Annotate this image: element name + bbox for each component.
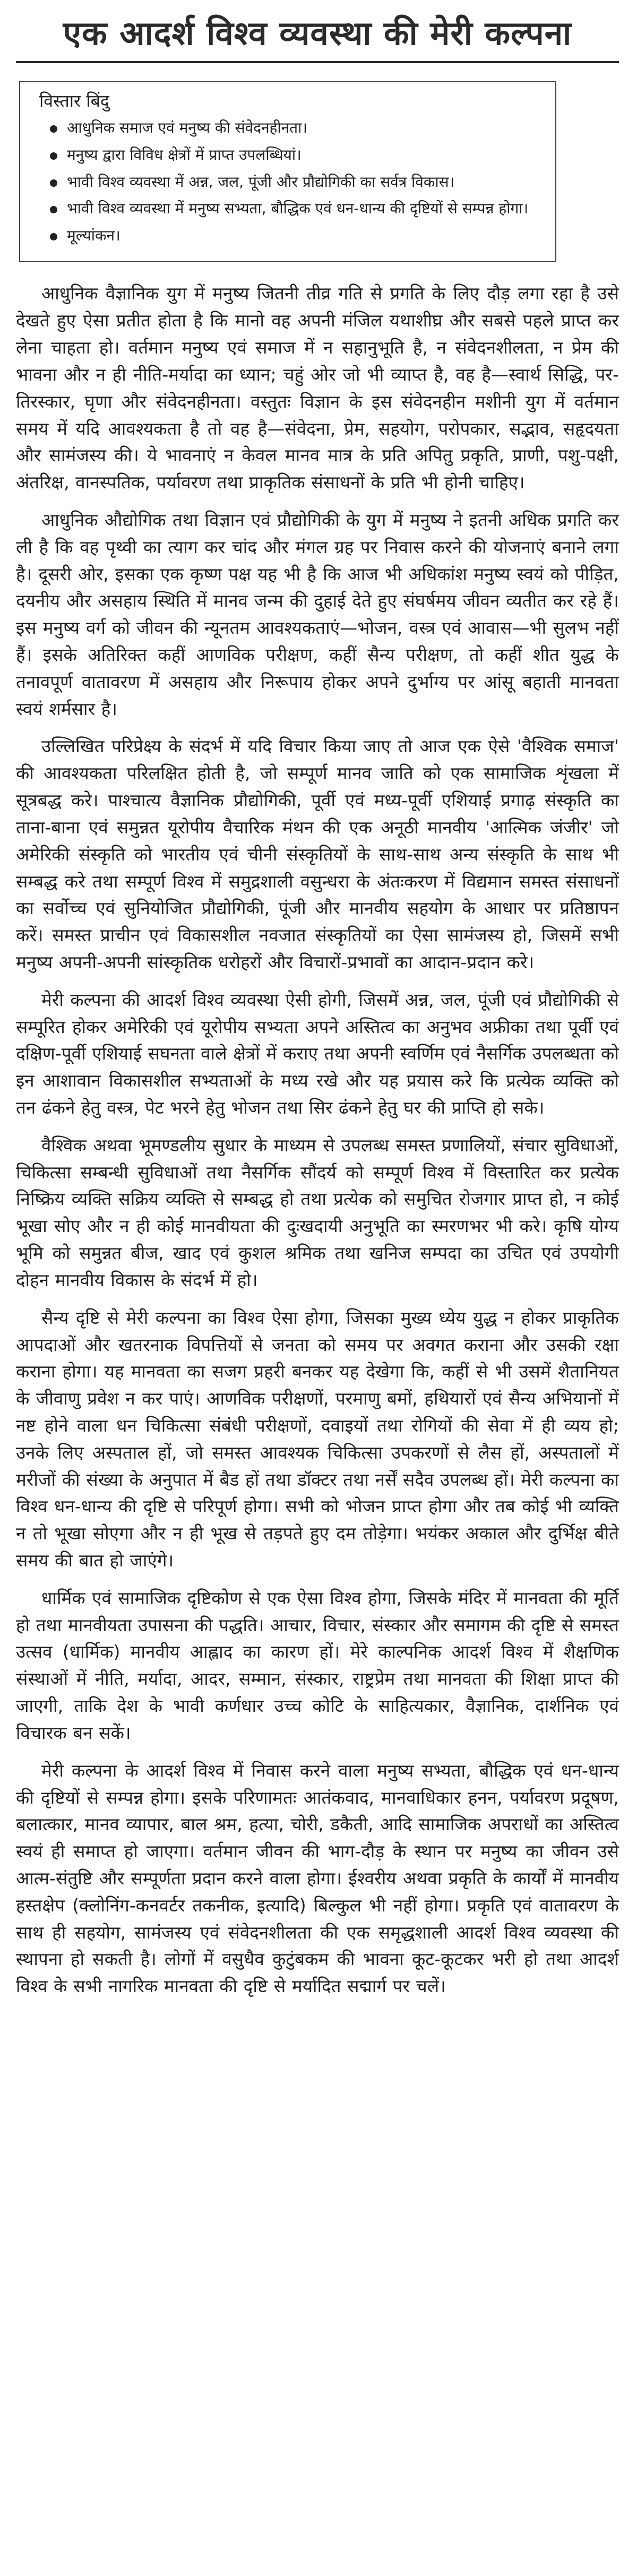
title-section: [16, 15, 619, 63]
essay-paragraph: मेरी कल्पना के आदर्श विश्व में निवास करने वाला मनुष्य सभ्यता, बौद्धिक एवं धन-धान्य की दृष्टियों से सम्पन्न होगा। इसके परिणामतः आतंकवाद, मानवाधिकार हनन, पर्यावरण प्रदूषण, बलात्कार, मानव व्यापार, बाल श्रम, हत्या, चोरी, डकैती, आदि सामाजिक अपराधों का अस्तित्व स्वयं ही समाप्त हो जाएगा। वर्तमान जीवन की भाग-दौड़ के स्थान पर मनुष्य का जीवन उसे आत्म-संतुष्टि और सम्पूर्णता प्रदान करने वाला होगा। ईश्वरीय अथवा प्रकृति के कार्यों में मानवीय हस्तक्षेप (क्लोनिंग-कनवर्टर तकनीक, इत्यादि) बिल्कुल भी नहीं होगा। प्रकृति एवं वातावरण के साथ ही सहयोग, सामंजस्य एवं संवेदनशीलता की एक समृद्धशाली आदर्श विश्व व्यवस्था की स्थापना हो सकती है। लोगों में वसुधैव कुटुंबकम की भावना कूट-कूटकर भरी हो तथा आदर्श विश्व के सभी नागरिक मानवता की दृष्टि से मर्यादित सद्मार्ग पर चलें।: [16, 1760, 619, 1997]
outline-item-text: भावी विश्व व्यवस्था में अन्न, जल, पूंजी और प्रौद्योगिकी का सर्वत्र विकास।: [67, 173, 455, 191]
essay-paragraph: सैन्य दृष्टि से मेरी कल्पना का विश्व ऐसा होगा, जिसका मुख्य ध्येय युद्ध न होकर प्राकृतिक आपदाओं और खतरनाक विपत्तियों से जनता को समय पर अवगत कराना और उसकी रक्षा कराना होगा। यह मानवता का सजग प्रहरी बनकर यह देखेगा कि, कहीं से भी उसमें शैतानियत के जीवाणु प्रवेश न कर पाएं। आणविक परीक्षणों, परमाणु बमों, हथियारों एवं सैन्य अभियानों में नष्ट होने वाला धन चिकित्सा संबंधी परीक्षणों, दवाइयों तथा रोगियों की सेवा में ही व्यय हो; उनके लिए अस्पताल हों, जो समस्त आवश्यक चिकित्सा उपकरणों से लैस हों, अस्पतालों में मरीजों की संख्या के अनुपात में बैड हों तथा डॉक्टर तथा नर्सें सदैव उपलब्ध हों। मेरी कल्पना का विश्व धन-धान्य की दृष्टि से परिपूर्ण होगा। सभी को भोजन प्राप्त होगा और तब कोई भी व्यक्ति न तो भूखा सोएगा और न ही भूख से तड़पते हुए दम तोड़ेगा। भयंकर अकाल और दुर्भिक्ष बीते समय की बात हो जाएंगे।: [16, 1307, 619, 1571]
outline-item-text: आधुनिक समाज एवं मनुष्य की संवेदनहीनता।: [67, 119, 307, 137]
outline-item: [50, 225, 543, 247]
essay-body: [16, 280, 619, 2000]
bullet-icon: [50, 179, 57, 187]
bullet-icon: [50, 152, 57, 160]
essay-paragraph: उल्लिखित परिप्रेक्ष्य के संदर्भ में यदि विचार किया जाए तो आज एक ऐसे 'वैश्विक समाज' की आवश्यकता परिलक्षित होती है, जो सम्पूर्ण मानव जाति को एक सामाजिक शृंखला में सूत्रबद्ध करे। पाश्चात्य वैज्ञानिक प्रौद्योगिकी, पूर्वी एवं मध्य-पूर्वी एशियाई प्रगाढ़ संस्कृति का ताना-बाना एवं समुन्नत यूरोपीय वैचारिक मंथन की एक अनूठी मानवीय 'आत्मिक जंजीर' जो अमेरिकी संस्कृति को भारतीय एवं चीनी संस्कृतियों के साथ-साथ अन्य संस्कृति के साथ भी सम्बद्ध करे तथा सम्पूर्ण विश्व में समुद्रशाली वसुन्धरा के अंतःकरण में विद्यमान समस्त संसाधनों का सर्वोच्च एवं सुनियोजित प्रौद्योगिकी, पूंजी और मानवीय सहयोग के आधार पर प्रतिष्ठापन करें। समस्त प्राचीन एवं विकासशील नवजात संस्कृतियों का ऐसा सामंजस्य हो, जिसमें सभी मनुष्य अपनी-अपनी सांस्कृतिक धरोहरों और विचारों-प्रभावों का आदान-प्रदान करे।: [16, 736, 619, 972]
page-title: एक आदर्श विश्व व्यवस्था की मेरी कल्पना: [63, 14, 572, 53]
outline-box: [19, 81, 556, 262]
outline-item-text: मूल्यांकन।: [67, 226, 120, 244]
outline-item: [50, 144, 543, 166]
bullet-icon: [50, 233, 57, 240]
outline-item: [50, 171, 543, 193]
outline-item-text: मनुष्य द्वारा विविध क्षेत्रों में प्राप्त उपलब्धियां।: [67, 146, 302, 164]
outline-heading: विस्तार बिंदु: [39, 91, 109, 111]
outline-item: [50, 198, 543, 220]
outline-item: [50, 117, 543, 139]
essay-paragraph: आधुनिक औद्योगिक तथा विज्ञान एवं प्रौद्योगिकी के युग में मनुष्य ने इतनी अधिक प्रगति कर ली है कि वह पृथ्वी का त्याग कर चांद और मंगल ग्रह पर निवास करने की योजनाएं बनाने लगा है। दूसरी ओर, इसका एक कृष्ण पक्ष यह भी है कि आज भी अधिकांश मनुष्य स्वयं को पीड़ित, दयनीय और असहाय स्थिति में मानव जन्म की दुहाई देते हुए संघर्षमय जीवन व्यतीत कर रहे हैं। इस मनुष्य वर्ग को जीवन की न्यूनतम आवश्यकताएं—भोजन, वस्त्र एवं आवास—भी सुलभ नहीं हैं। इसके अतिरिक्त कहीं आणविक परीक्षण, कहीं सैन्य परीक्षण, तो कहीं शीत युद्ध के तनावपूर्ण वातावरण में असहाय और निरूपाय होकर अपने दुर्भाग्य पर आंसू बहाती मानवता स्वयं शर्मसार है।: [16, 509, 619, 719]
bullet-icon: [50, 206, 57, 213]
bullet-icon: [50, 125, 57, 133]
essay-paragraph: वैश्विक अथवा भूमण्डलीय सुधार के माध्यम से उपलब्ध समस्त प्रणालियों, संचार सुविधाओं, चिकित्सा सम्बन्धी सुविधाओं तथा नैसर्गिक सौंदर्य को सम्पूर्ण विश्व में विस्तारित कर प्रत्येक निष्क्रिय व्यक्ति सक्रिय व्यक्ति से सम्बद्ध हो तथा प्रत्येक को समुचित रोजगार प्राप्त हो, न कोई भूखा सोए और न ही कोई मानवीयता की दुःखदायी अनुभूति का स्मरणभर भी करे। कृषि योग्य भूमि को समुन्नत बीज, खाद एवं कुशल श्रमिक तथा खनिज सम्पदा का उचित एवं उपयोगी दोहन मानवीय विकास के संदर्भ में हो।: [16, 1134, 619, 1290]
essay-paragraph: धार्मिक एवं सामाजिक दृष्टिकोण से एक ऐसा विश्व होगा, जिसके मंदिर में मानवता की मूर्ति हो तथा मानवीयता उपासना की पद्धति। आचार, विचार, संस्कार और समागम की दृष्टि से समस्त उत्सव (धार्मिक) मानवीय आह्लाद का कारण हों। मेरे काल्पनिक आदर्श विश्व में शैक्षणिक संस्थाओं में नीति, मर्यादा, आदर, सम्मान, संस्कार, राष्ट्रप्रेम तथा मानवता की शिक्षा प्राप्त की जाएगी, ताकि देश के भावी कर्णधार उच्च कोटि के साहित्यकार, वैज्ञानिक, दार्शनिक एवं विचारक बन सकें।: [16, 1587, 619, 1743]
outline-list: [39, 117, 543, 246]
essay-paragraph: आधुनिक वैज्ञानिक युग में मनुष्य जितनी तीव्र गति से प्रगति के लिए दौड़ लगा रहा है उसे देखते हुए ऐसा प्रतीत होता है कि मानो वह अपनी मंजिल यथाशीघ्र और सबसे पहले प्राप्त कर लेना चाहता हो। वर्तमान मनुष्य एवं समाज में न सहानुभूति है, न संवेदनशीलता, न प्रेम की भावना और न ही नीति-मर्यादा का ध्यान; चहुं ओर जो भी व्याप्त है, वह है—स्वार्थ सिद्धि, पर-तिरस्कार, घृणा और संवेदनहीनता। वस्तुतः विज्ञान के इस संवेदनहीन मशीनी युग में वर्तमान समय में यदि आवश्यकता है तो वह है—संवेदना, प्रेम, सहयोग, परोपकार, सद्भाव, सहृदयता और सामंजस्य की। ये भावनाएं न केवल मानव मात्र के प्रति अपितु प्रकृति, प्राणी, पशु-पक्षी, अंतरिक्ष, वानस्पतिक, पर्यावरण तथा प्राकृतिक संसाधनों के प्रति भी होनी चाहिए।: [16, 283, 619, 493]
outline-item-text: भावी विश्व व्यवस्था में मनुष्य सभ्यता, बौद्धिक एवं धन-धान्य की दृष्टियों से सम्पन्न होगा।: [67, 200, 529, 218]
essay-paragraph: मेरी कल्पना की आदर्श विश्व व्यवस्था ऐसी होगी, जिसमें अन्न, जल, पूंजी एवं प्रौद्योगिकी से सम्पूरित होकर अमेरिकी एवं यूरोपीय सभ्यता अपने अस्तित्व का अनुभव अफ्रीका तथा पूर्वी एवं दक्षिण-पूर्वी एशियाई सघनता वाले क्षेत्रों में कराए तथा अपनी स्वर्णिम एवं नैसर्गिक उपलब्धता को इन आशावान विकासशील सभ्यताओं के मध्य रखे और यह प्रयास करे कि प्रत्येक व्यक्ति को तन ढंकने हेतु वस्त्र, पेट भरने हेतु भोजन तथा सिर ढंकने हेतु घर की प्राप्ति हो सके।: [16, 989, 619, 1118]
